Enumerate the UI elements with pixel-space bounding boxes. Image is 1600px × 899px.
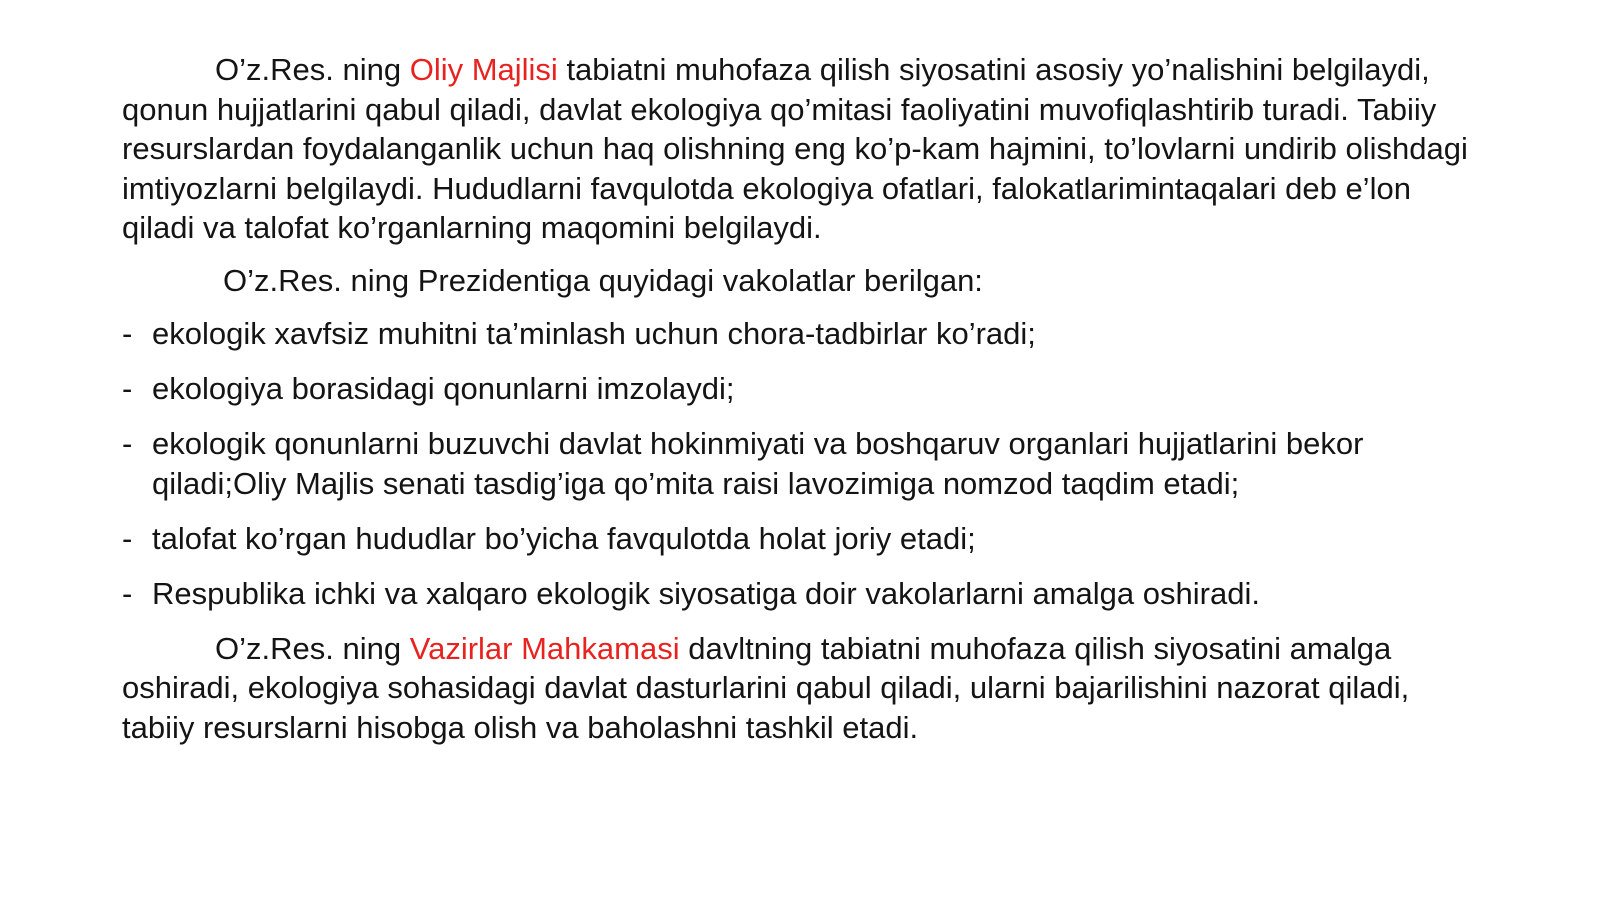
list-item-text: ekologiya borasidagi qonunlarni imzolaydi; [152, 371, 735, 406]
bullet-dash: - [122, 575, 133, 611]
bullet-dash: - [122, 520, 133, 556]
paragraph-oliy-majlis [122, 50, 1487, 248]
paragraph-oliy-majlis-body: tabiatni muhofaza qilish siyosatini asosiy yo’nalishini belgilaydi, qonun hujjatlarini qabul qiladi, davlat ekologiya qo’mitasi faoliyatini muvofiqlashtirib turadi. Tabiiy resurslardan foydalanganlik uchun haq olishning eng ko’p-kam hajmini, to’lovlarni undirib olishdagi imtiyozlarni belgilaydi. Hududlarni favqulotda ekologiya ofatlari, falokatlarimintaqalari deb e’lon qiladi va talofat ko’rganlarning maqomini belgilaydi. [122, 52, 1468, 245]
list-item [122, 519, 1487, 559]
bullet-dash: - [122, 316, 133, 351]
bullet-dash: - [122, 426, 133, 461]
highlight-vazirlar-mahkamasi: Vazirlar Mahkamasi [409, 630, 680, 666]
list-item [122, 314, 1487, 354]
list-item-text: ekologik qonunlarni buzuvchi davlat hokinmiyati va boshqaruv organlari hujjatlarini bekor qiladi;Oliy Majlis senati tasdig’iga qo’mita raisi lavozimiga nomzod taqdim etadi; [152, 426, 1364, 501]
paragraph-vazirlar-body: davltning tabiatni muhofaza qilish siyosatini amalga oshiradi, ekologiya sohasidagi davlat dasturlarini qabul qiladi, ularni bajarilishini nazorat qiladi, tabiiy resurslarni hisobga olish va baholashni tashkil etadi. [122, 630, 1410, 745]
list-item [122, 574, 1487, 614]
paragraph-oliy-majlis-lead: O’z.Res. ning [215, 52, 410, 87]
list-item-text: talofat ko’rgan hududlar bo’yicha favqulotda holat joriy etadi; [152, 520, 976, 556]
slide-content [122, 50, 1487, 747]
paragraph-vazirlar-mahkamasi [122, 629, 1487, 748]
list-item [122, 369, 1487, 409]
paragraph-prezident: O’z.Res. ning Prezidentiga quyidagi vakolatlar berilgan: [223, 262, 983, 298]
prezident-powers-list [122, 314, 1487, 613]
list-item-text: Respublika ichki va xalqaro ekologik siyosatiga doir vakolarlarni amalga oshiradi. [152, 575, 1260, 611]
list-item-text: ekologik xavfsiz muhitni ta’minlash uchun chora-tadbirlar ko’radi; [152, 316, 1036, 351]
list-item [122, 424, 1487, 503]
highlight-oliy-majlisi: Oliy Majlisi [409, 52, 558, 87]
paragraph-vazirlar-lead: O’z.Res. ning [215, 630, 410, 666]
bullet-dash: - [122, 371, 133, 406]
